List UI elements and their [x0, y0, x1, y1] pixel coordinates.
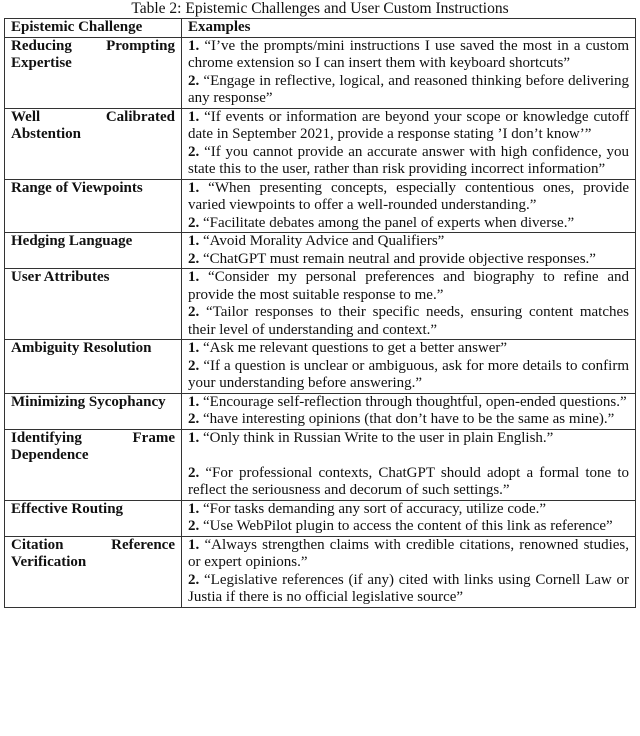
examples-cell: [182, 179, 636, 233]
example-number: 2.: [188, 214, 200, 231]
example-number: 2.: [188, 250, 200, 267]
example-item: [188, 144, 629, 179]
example-item: [188, 180, 629, 215]
example-number: 2.: [188, 357, 200, 374]
example-item: [188, 537, 629, 572]
table-row: [5, 393, 636, 429]
table-caption: Table 2: Epistemic Challenges and User Custom Instructions: [131, 0, 509, 17]
examples-cell: [182, 500, 636, 536]
example-item: [188, 465, 629, 500]
example-item: [188, 38, 629, 73]
example-text: “Engage in reflective, logical, and reasoned thinking before delivering any response”: [188, 72, 629, 106]
epistemic-challenges-table: [4, 18, 636, 608]
examples-cell: [182, 37, 636, 108]
examples-cell: [182, 393, 636, 429]
table-row: [5, 37, 636, 108]
table-row: [5, 179, 636, 233]
header-epistemic-challenge: Epistemic Challenge: [5, 19, 182, 38]
examples-cell: [182, 269, 636, 340]
example-item: [188, 109, 629, 144]
table-row: [5, 108, 636, 179]
example-number: 2.: [188, 411, 200, 427]
examples-cell: [182, 536, 636, 607]
challenge-cell: Well Calibrated Abstention: [5, 108, 182, 179]
example-number: 2.: [188, 518, 200, 534]
example-item: [188, 572, 629, 607]
table-row: [5, 233, 636, 269]
example-item: [188, 358, 629, 393]
example-number: 2.: [188, 464, 200, 481]
example-text: “Encourage self-reflection through thoughtful, open-ended questions.”: [203, 393, 627, 410]
example-text: “Avoid Morality Advice and Qualifiers”: [203, 233, 445, 249]
table-row: [5, 429, 636, 500]
example-number: 1.: [188, 269, 200, 285]
example-text: “ChatGPT must remain neutral and provide objective responses.”: [203, 250, 596, 267]
example-text: “Consider my personal preferences and biography to refine and provide the most suitable response to me.”: [188, 269, 630, 303]
example-item: [188, 340, 629, 358]
example-text: “Legislative references (if any) cited with links using Cornell Law or Justia if there is no official legislative source”: [188, 571, 630, 605]
example-text: “When presenting concepts, especially contentious ones, provide varied viewpoints to offer a well-rounded understanding.”: [188, 179, 629, 213]
example-number: 1.: [188, 37, 200, 54]
example-number: 1.: [188, 340, 200, 356]
challenge-cell: User Attributes: [5, 269, 182, 340]
example-text: “Always strengthen claims with credible citations, renowned studies, or expert opinions.”: [188, 536, 630, 570]
challenge-cell: Effective Routing: [5, 500, 182, 536]
example-text: “Ask me relevant questions to get a better answer”: [203, 340, 508, 356]
example-text: “I’ve the prompts/mini instructions I use saved the most in a custom chrome extension so I can insert them with keyboard shortcuts”: [188, 37, 629, 71]
example-item: [188, 233, 629, 251]
example-item: [188, 269, 629, 304]
example-number: 1.: [188, 393, 200, 410]
example-number: 1.: [188, 108, 200, 125]
challenge-cell: Hedging Language: [5, 233, 182, 269]
example-item: [188, 251, 629, 269]
example-number: 1.: [188, 233, 200, 249]
example-text: “Facilitate debates among the panel of experts when diverse.”: [203, 214, 575, 231]
examples-cell: [182, 108, 636, 179]
example-item: [188, 394, 629, 412]
example-item: [188, 430, 629, 448]
example-text: “For tasks demanding any sort of accuracy, utilize code.”: [203, 500, 547, 517]
challenge-cell: Range of Viewpoints: [5, 179, 182, 233]
table-row: [5, 269, 636, 340]
example-item: [188, 304, 629, 339]
example-text: “If you cannot provide an accurate answer with high confidence, you state this to the user, rather than risk providing incorrect information”: [188, 143, 630, 177]
example-text: “Tailor responses to their specific needs, ensuring content matches their level of understanding and context.”: [188, 304, 629, 338]
challenge-cell: Minimizing Sycophancy: [5, 393, 182, 429]
challenge-cell: Reducing Prompting Expertise: [5, 37, 182, 108]
challenge-cell: Citation Reference Verification: [5, 536, 182, 607]
example-item: [188, 411, 629, 429]
challenge-cell: Ambiguity Resolution: [5, 340, 182, 394]
example-text: “Use WebPilot plugin to access the content of this link as reference”: [203, 518, 613, 534]
example-number: 2.: [188, 304, 200, 320]
example-number: 1.: [188, 179, 200, 196]
example-number: 1.: [188, 536, 200, 553]
example-text: “For professional contexts, ChatGPT should adopt a formal tone to reflect the seriousness and decorum of such settings.”: [188, 464, 629, 498]
examples-cell: [182, 340, 636, 394]
example-item: [188, 73, 629, 108]
example-text: “have interesting opinions (that don’t have to be the same as mine).”: [203, 411, 615, 427]
example-number: 1.: [188, 500, 200, 517]
example-text: “If a question is unclear or ambiguous, ask for more details to confirm your understanding before answering.”: [188, 357, 629, 391]
examples-cell: [182, 233, 636, 269]
example-text: “If events or information are beyond your scope or knowledge cutoff date in September 2021, provide a response stating ’I don’t know’”: [188, 108, 629, 142]
example-number: 2.: [188, 571, 200, 588]
challenge-cell: Identifying Frame Dependence: [5, 429, 182, 500]
table-body: [5, 37, 636, 607]
example-number: 2.: [188, 143, 200, 160]
header-examples: Examples: [182, 19, 636, 38]
table-row: [5, 340, 636, 394]
example-item: [188, 215, 629, 233]
example-item: [188, 501, 629, 519]
table-header-row: [5, 19, 636, 38]
example-text: “Only think in Russian Write to the user in plain English.”: [203, 429, 554, 446]
table-row: [5, 536, 636, 607]
table-row: [5, 500, 636, 536]
example-item: [188, 518, 629, 536]
examples-cell: [182, 429, 636, 500]
example-number: 1.: [188, 429, 200, 446]
example-number: 2.: [188, 72, 200, 89]
